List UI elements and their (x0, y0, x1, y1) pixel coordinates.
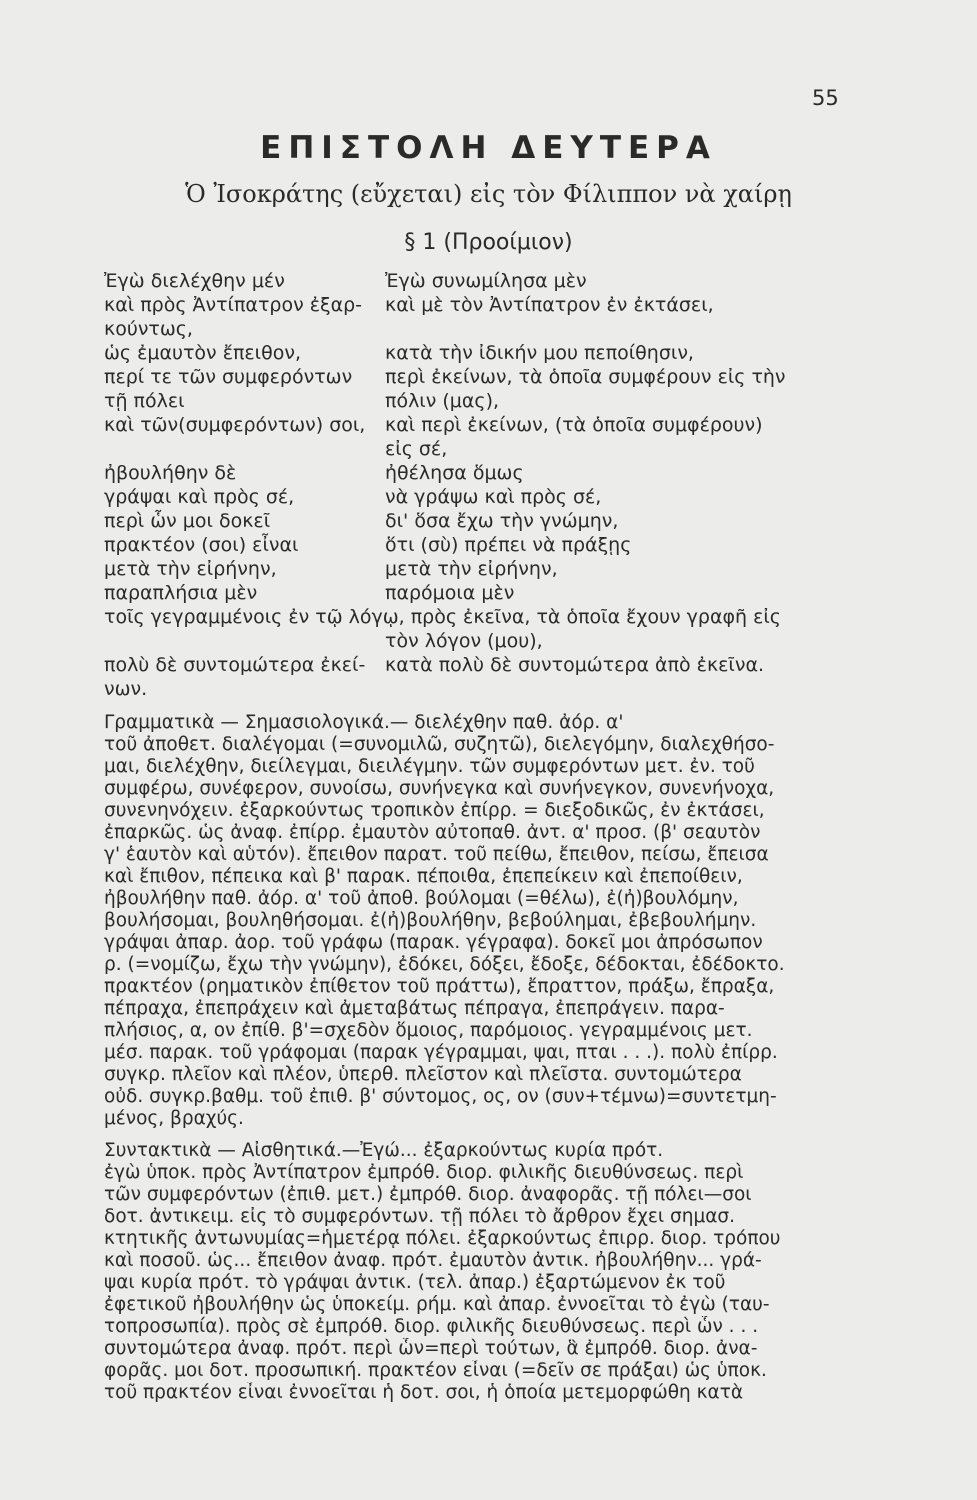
grammar-line: συνενηνόχειν. ἐξαρκούντως τροπικὸν ἐπίρρ. = διεξοδικῶς, ἐν ἐκτάσει, (104, 800, 765, 821)
left-line: καὶ πρὸς Ἀντίπατρον ἐξαρ- (104, 294, 363, 316)
grammar-line: μέσ. παρακ. τοῦ γράφομαι (παρακ γέγραμμαι, ψαι, πται . . .). πολὺ ἐπίρρ. (104, 1042, 778, 1063)
left-line: γράψαι καὶ πρὸς σέ, (104, 486, 295, 508)
syntax-line: τῶν συμφερόντων (ἐπιθ. μετ.) ἐμπρόθ. διορ. ἀναφορᾶς. τῇ πόλει—σοι (104, 1184, 752, 1205)
syntax-line: δοτ. ἀντικειμ. εἰς τὸ συμφερόντων. τῇ πόλει τὸ ἄρθρον ἔχει σημασ. (104, 1206, 736, 1227)
left-line: περί τε τῶν συμφερόντων (104, 366, 353, 388)
left-line: περὶ ὧν μοι δοκεῖ (104, 510, 271, 532)
grammar-line: πέπραχα, ἐπεπράχειν καὶ ἀμεταβάτως πέπραγα, ἐπεπράγειν. παρα- (104, 998, 725, 1019)
left-line: παραπλήσια μὲν (104, 582, 258, 604)
syntax-line: ψαι κυρία πρότ. τὸ γράψαι ἀντικ. (τελ. ἀπαρ.) ἐξαρτώμενον ἐκ τοῦ (104, 1272, 726, 1293)
subtitle: Ὁ Ἰσοκράτης (εὔχεται) εἰς τὸν Φίλιππον νὰ χαίρῃ (185, 180, 792, 208)
left-line: Ἐγὼ διελέχθην μέν (104, 270, 285, 292)
left-line: νων. (104, 678, 148, 700)
right-line: δι' ὅσα ἔχω τὴν γνώμην, (385, 510, 619, 532)
left-line: ἠβουλήθην δὲ (104, 462, 237, 484)
right-line: πόλιν (μας), (385, 390, 500, 412)
grammar-line: τοῦ ἀποθετ. διαλέγομαι (=συνομιλῶ, συζητῶ), διελεγόμην, διαλεχθήσο- (104, 734, 775, 755)
syntax-line: καὶ ποσοῦ. ὡς... ἔπειθον ἀναφ. πρότ. ἐμαυτὸν ἀντικ. ἠβουλήθην... γρά- (104, 1250, 762, 1271)
right-line: καὶ περὶ ἐκείνων, (τὰ ὁποῖα συμφέρουν) (385, 414, 763, 436)
syntax-line: ἐγὼ ὑποκ. πρὸς Ἀντίπατρον ἐμπρόθ. διορ. φιλικῆς διευθύνσεως. περὶ (104, 1162, 744, 1183)
grammar-line: ρ. (=νομίζω, ἔχω τὴν γνώμην), ἐδόκει, δόξει, ἔδοξε, δέδοκται, ἐδέδοκτο. (104, 954, 785, 975)
syntax-line: κτητικῆς ἀντωνυμίας=ἡμετέρᾳ πόλει. ἐξαρκούντως ἐπιρρ. διορ. τρόπου (104, 1228, 781, 1249)
left-line: καὶ τῶν(συμφερόντων) σοι, (104, 414, 366, 436)
right-line: περὶ ἐκείνων, τὰ ὁποῖα συμφέρουν εἰς τὴν (385, 366, 786, 388)
syntax-line: ἐφετικοῦ ἠβουλήθην ὡς ὑποκείμ. ρήμ. καὶ ἀπαρ. ἐννοεῖται τὸ ἐγὼ (ταυ- (104, 1294, 770, 1315)
left-line: ὡς ἐμαυτὸν ἔπειθον, (104, 342, 302, 364)
page-title: ΕΠΙΣΤΟΛΗ ΔΕΥΤΕΡΑ (260, 130, 717, 166)
right-line: εἰς σέ, (385, 438, 448, 460)
syntax-line: τοῦ πρακτέον εἶναι ἐννοεῖται ἡ δοτ. σοι, ἡ ὁποία μετεμορφώθη κατὰ (104, 1382, 744, 1403)
left-line: τῇ πόλει (104, 390, 185, 412)
grammar-line: βουλήσομαι, βουληθήσομαι. ἐ(ἠ)βουλήθην, βεβούλημαι, ἐβεβουλήμην. (104, 910, 757, 931)
grammar-line: πλήσιος, α, ον ἐπίθ. β'=σχεδὸν ὅμοιος, παρόμοιος. γεγραμμένοις μετ. (104, 1020, 753, 1041)
grammar-line: ἠβουλήθην παθ. ἀόρ. α' τοῦ ἀποθ. βούλομαι (=θέλω), ἐ(ἠ)βουλόμην, (104, 888, 739, 909)
grammar-line: μαι, διελέχθην, διείλεγμαι, διειλέγμην. τῶν συμφερόντων μετ. ἐν. τοῦ (104, 756, 755, 777)
left-line: πρακτέον (σοι) εἶναι (104, 534, 299, 556)
syntax-line: Συντακτικὰ — Αἰσθητικά.—Ἐγώ... ἐξαρκούντως κυρία πρότ. (104, 1140, 664, 1161)
left-line: μετὰ τὴν εἰρήνην, (104, 558, 277, 580)
section-heading: § 1 (Προοίμιον) (404, 230, 573, 255)
right-line: κατὰ τὴν ἰδικήν μου πεποίθησιν, (385, 342, 694, 364)
grammar-line: συγκρ. πλεῖον καὶ πλέον, ὑπερθ. πλεῖστον καὶ πλεῖστα. συντομώτερα (104, 1064, 742, 1085)
right-line: ὅτι (σὺ) πρέπει νὰ πράξῃς (385, 534, 632, 556)
left-line: κούντως, (104, 318, 193, 340)
grammar-line: Γραμματικὰ — Σημασιολογικά.— διελέχθην παθ. ἀόρ. α' (104, 712, 624, 733)
right-line: μετὰ τὴν εἰρήνην, (385, 558, 558, 580)
grammar-line: μένος, βραχύς. (104, 1108, 244, 1129)
grammar-line: ἐπαρκῶς. ὡς ἀναφ. ἐπίρρ. ἐμαυτὸν αὐτοπαθ. ἀντ. α' προσ. (β' σεαυτὸν (104, 822, 761, 843)
right-line: παρόμοια μὲν (385, 582, 515, 604)
wide-line: τοῖς γεγραμμένοις ἐν τῷ λόγῳ, πρὸς ἐκεῖνα, τὰ ὁποῖα ἔχουν γραφῆ εἰς (104, 606, 781, 628)
grammar-line: οὐδ. συγκρ.βαθμ. τοῦ ἐπιθ. β' σύντομος, ος, ον (συν+τέμνω)=συντετμη- (104, 1086, 777, 1107)
grammar-line: πρακτέον (ρηματικὸν ἐπίθετον τοῦ πράττω), ἔπραττον, πράξω, ἔπραξα, (104, 976, 775, 997)
right-line: κατὰ πολὺ δὲ συντομώτερα ἀπὸ ἐκεῖνα. (385, 654, 765, 676)
left-line: πολὺ δὲ συντομώτερα ἐκεί- (104, 654, 366, 676)
grammar-line: γ' ἑαυτὸν καὶ αὑτόν). ἔπειθον παρατ. τοῦ πείθω, ἔπειθον, πείσω, ἔπεισα (104, 844, 769, 865)
right-line: νὰ γράψω καὶ πρὸς σέ, (385, 486, 602, 508)
right-line: ἠθέλησα ὅμως (385, 462, 524, 484)
syntax-line: συντομώτερα ἀναφ. πρότ. περὶ ὧν=περὶ τούτων, ἃ ἐμπρόθ. διορ. ἀνα- (104, 1338, 758, 1359)
grammar-line: καὶ ἔπιθον, πέπεικα καὶ β' παρακ. πέποιθα, ἐπεπείκειν καὶ ἐπεποίθειν, (104, 866, 743, 887)
syntax-line: φορᾶς. μοι δοτ. προσωπική. πρακτέον εἶναι (=δεῖν σε πράξαι) ὡς ὑποκ. (104, 1360, 767, 1381)
right-line: τὸν λόγον (μου), (385, 630, 543, 652)
grammar-line: γράψαι ἀπαρ. ἀορ. τοῦ γράφω (παρακ. γέγραφα). δοκεῖ μοι ἀπρόσωπον (104, 932, 763, 953)
right-line: καὶ μὲ τὸν Ἀντίπατρον ἐν ἐκτάσει, (385, 294, 714, 316)
right-line: Ἐγὼ συνωμίλησα μὲν (385, 270, 587, 292)
syntax-line: τοπροσωπία). πρὸς σὲ ἐμπρόθ. διορ. φιλικῆς διευθύνσεως. περὶ ὧν . . . (104, 1316, 759, 1337)
page-number: 55 (812, 86, 839, 110)
grammar-line: συμφέρω, συνέφερον, συνοίσω, συνήνεγκα καὶ συνήνεγκον, συνενήνοχα, (104, 778, 775, 799)
